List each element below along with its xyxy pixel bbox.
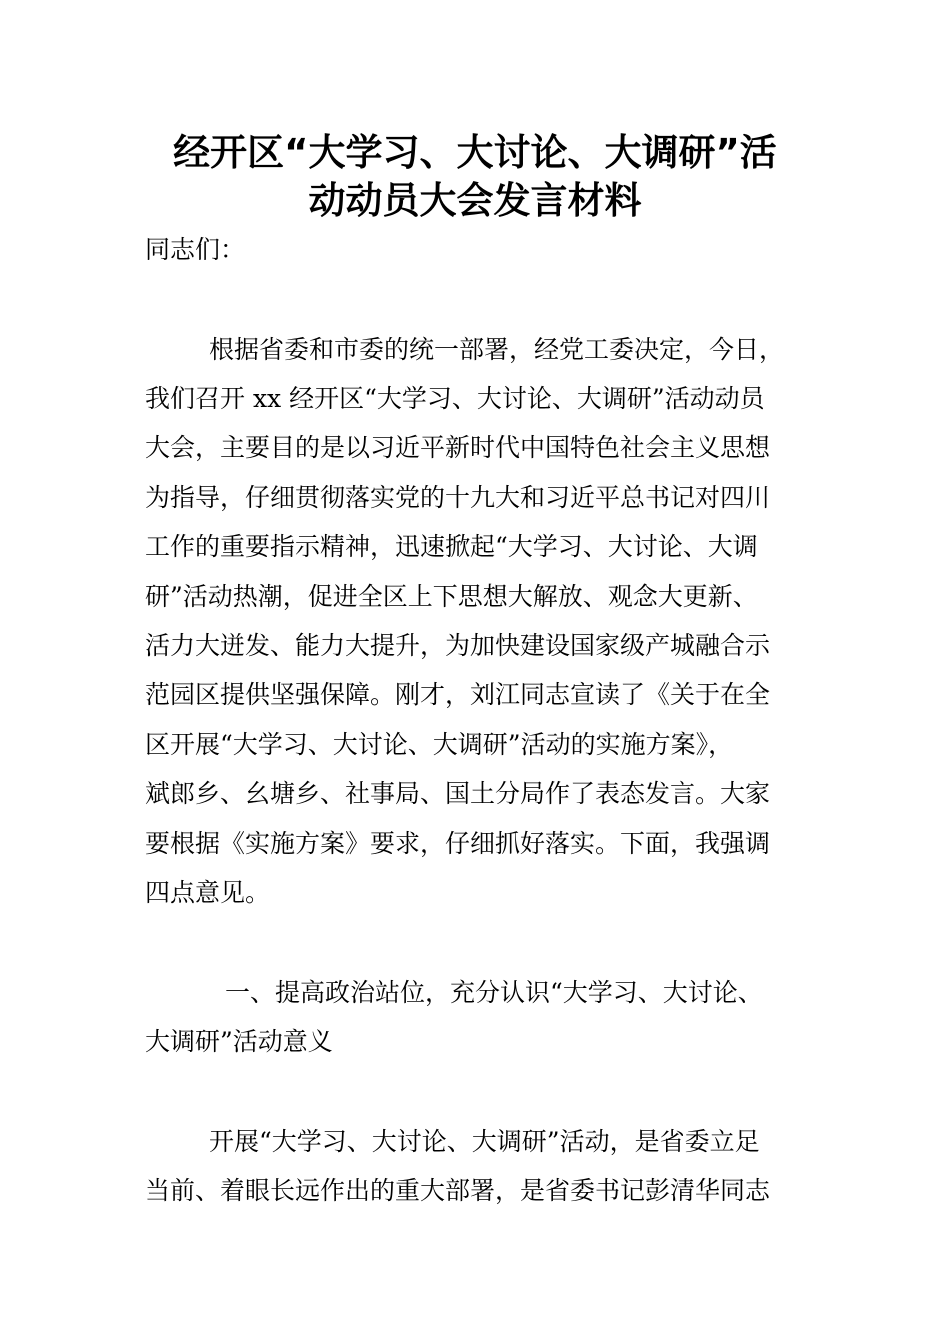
document-title-line-1: 经开区“大学习、大讨论、大调研”活 [173,131,777,174]
paragraph-1-line-10: 斌郎乡、幺塘乡、社事局、国土分局作了表态发言。大家 [145,779,771,808]
paragraph-1-line-6: 研”活动热潮，促进全区上下思想大解放、观念大更新、 [145,582,758,611]
paragraph-1-line-4: 为指导，仔细贯彻落实党的十九大和习近平总书记对四川 [145,483,771,512]
paragraph-1-line-7: 活力大迸发、能力大提升，为加快建设国家级产城融合示 [145,631,771,660]
salutation: 同志们： [145,235,246,264]
section-heading-1-line-1: 一、提高政治站位，充分认识“大学习、大讨论、 [225,978,763,1007]
paragraph-1-line-9: 区开展“大学习、大讨论、大调研”活动的实施方案》， [145,730,734,759]
paragraph-1-line-3: 大会，主要目的是以习近平新时代中国特色社会主义思想 [145,433,771,462]
paragraph-2-line-1: 开展“大学习、大讨论、大调研”活动，是省委立足 [209,1127,760,1156]
document-title-line-2: 动动员大会发言材料 [308,179,642,222]
section-heading-1-line-2: 大调研”活动意义 [145,1027,333,1056]
paragraph-1-line-2: 我们召开 xx 经开区“大学习、大讨论、大调研”活动动员 [145,384,765,413]
paragraph-1-line-1: 根据省委和市委的统一部署，经党工委决定，今日， [209,335,785,364]
paragraph-1-line-8: 范园区提供坚强保障。刚才，刘江同志宣读了《关于在全 [145,680,771,709]
paragraph-1-line-5: 工作的重要指示精神，迅速掀起“大学习、大讨论、大调 [145,532,758,561]
paragraph-2-line-2: 当前、着眼长远作出的重大部署，是省委书记彭清华同志 [145,1176,771,1205]
paragraph-1-line-11: 要根据《实施方案》要求，仔细抓好落实。下面，我强调 [145,829,771,858]
paragraph-1-line-12: 四点意见。 [145,878,271,907]
